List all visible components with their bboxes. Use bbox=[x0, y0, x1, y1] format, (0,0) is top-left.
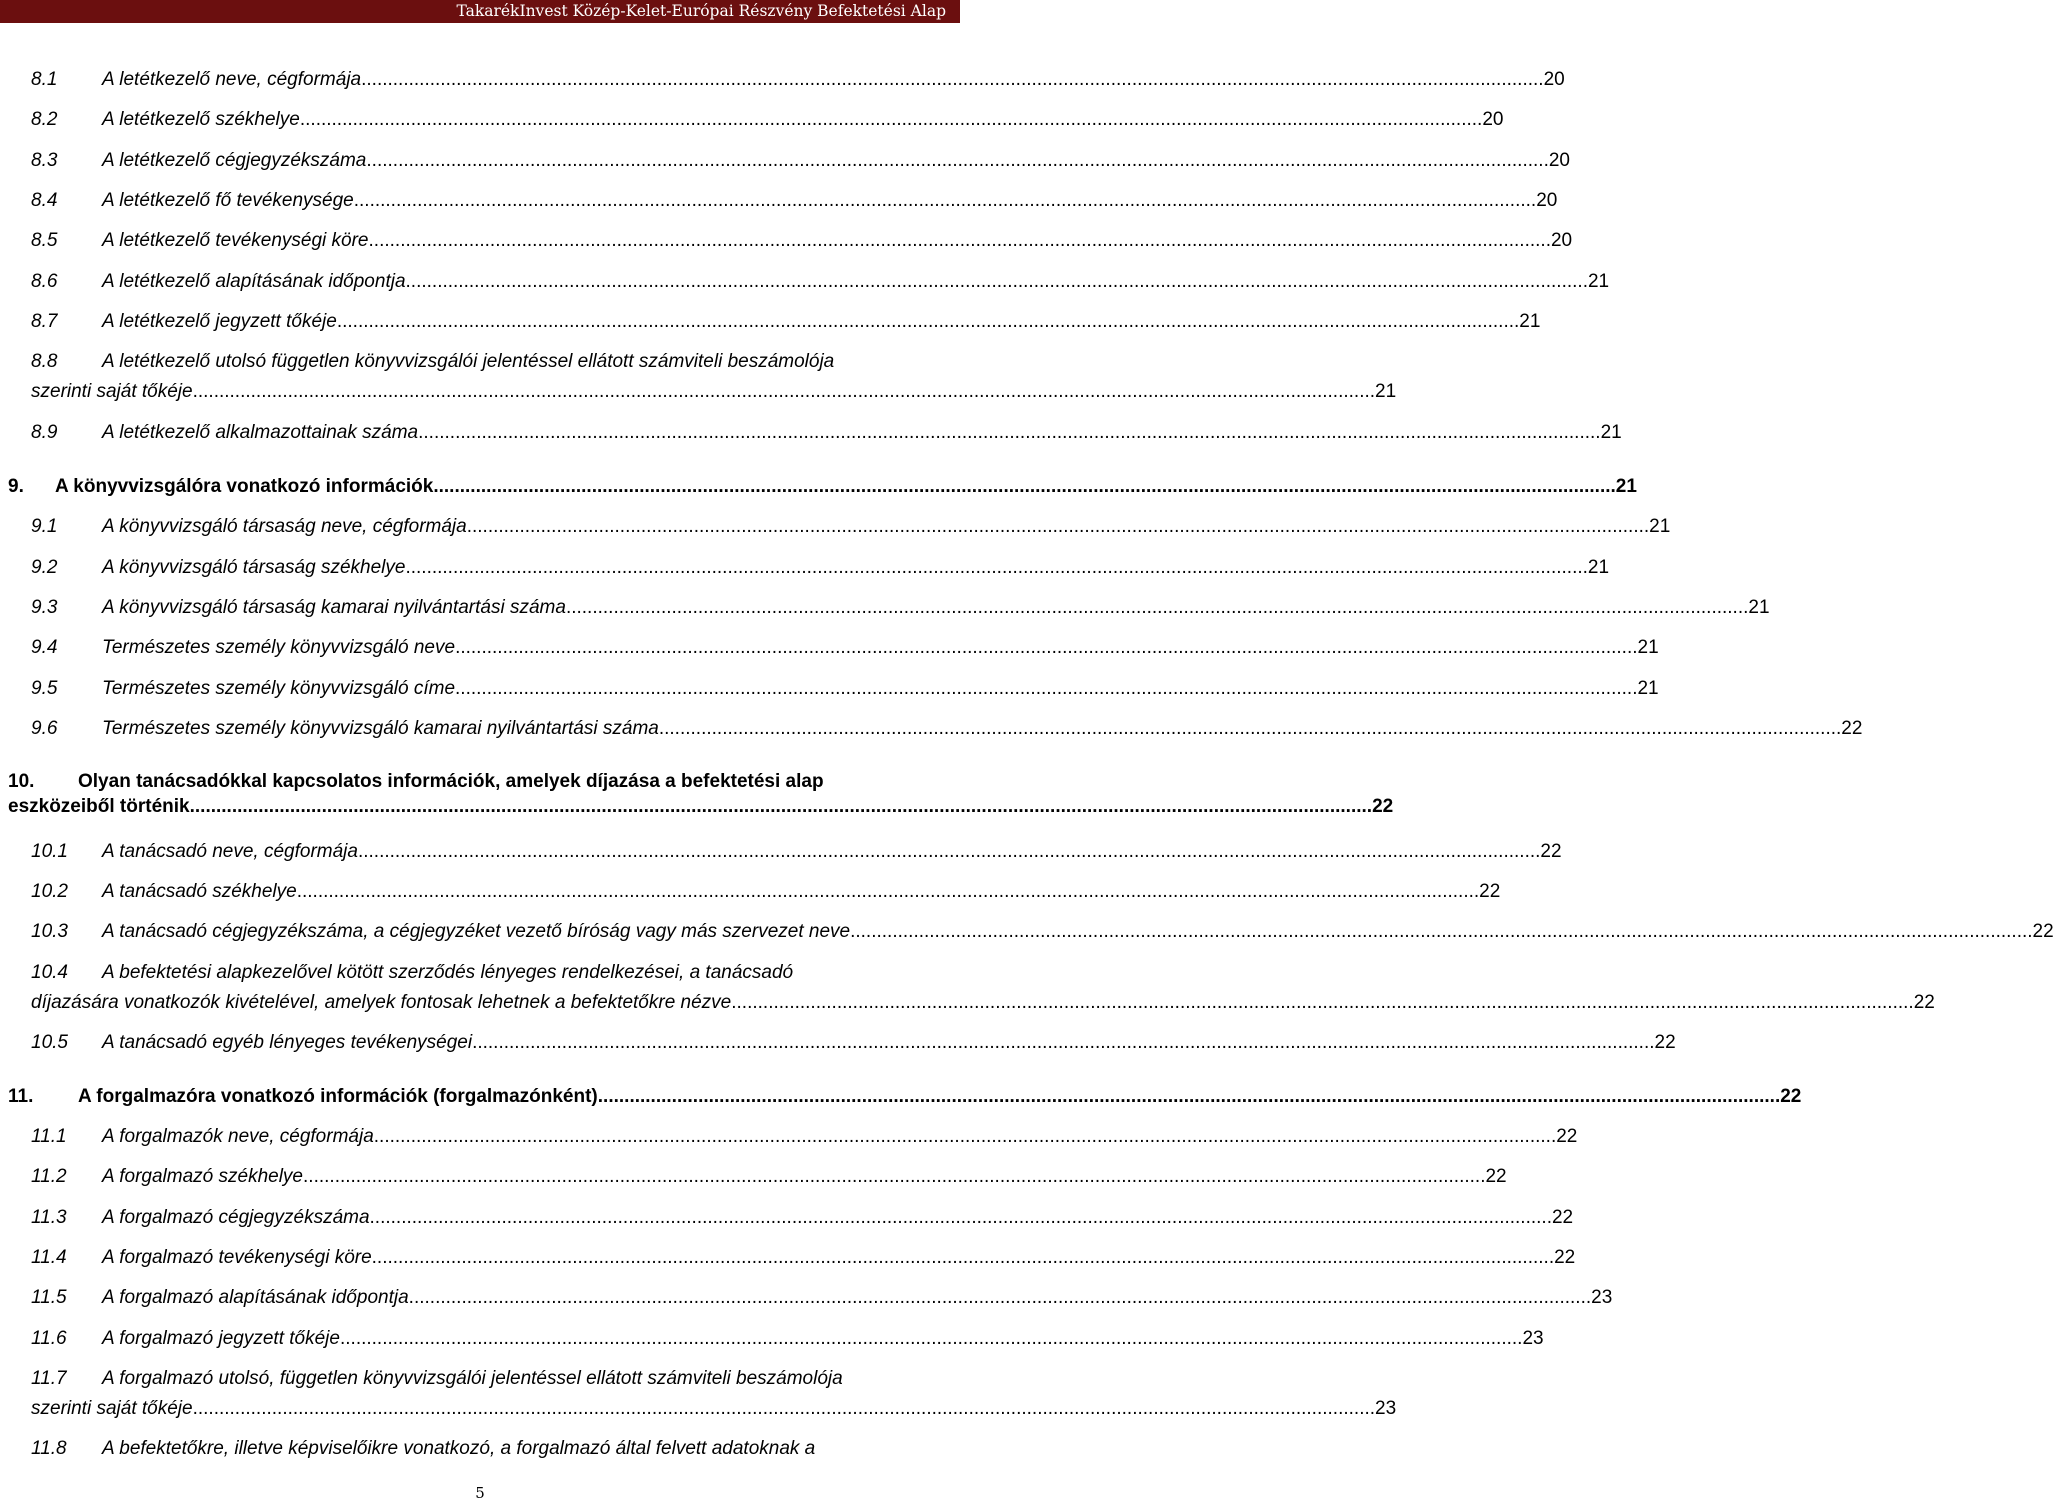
toc-entry-page: 21 bbox=[1615, 476, 1637, 497]
toc-leader-dots bbox=[455, 636, 1637, 660]
toc-entry-page: 22 bbox=[1479, 881, 1501, 902]
toc-leader-dots bbox=[433, 475, 1615, 499]
toc-entry-number: 11.1 bbox=[31, 1126, 67, 1147]
toc-entry-title: A könyvvizsgálóra vonatkozó információk bbox=[55, 476, 434, 497]
toc-entry-title: A könyvvizsgáló társaság kamarai nyilvántartási száma bbox=[102, 597, 566, 618]
toc-entry-title: A letétkezelő utolsó független könyvvizsgálói jelentéssel ellátott számviteli beszámolója bbox=[102, 351, 835, 372]
toc-leader-dots bbox=[366, 149, 1548, 173]
toc-leader-dots bbox=[354, 189, 1536, 213]
toc-entry-page: 22 bbox=[1485, 1166, 1507, 1187]
toc-entry-title: A befektetési alapkezelővel kötött szerződés lényeges rendelkezései, a tanácsadó bbox=[102, 962, 794, 983]
toc-entry-number: 11. bbox=[8, 1086, 34, 1107]
toc-entry-page: 21 bbox=[1587, 271, 1610, 292]
toc-entry-title: A letétkezelő tevékenységi köre bbox=[102, 230, 369, 251]
toc-entry-page: 21 bbox=[1748, 597, 1770, 618]
toc-entry-page: 20 bbox=[1548, 150, 1570, 171]
toc-entry-title: A forgalmazó utolsó, független könyvvizsgálói jelentéssel ellátott számviteli beszámolója bbox=[102, 1368, 843, 1389]
toc-entry-title: A forgalmazóra vonatkozó információk (forgalmazónként) bbox=[78, 1086, 598, 1107]
toc-leader-dots bbox=[405, 556, 1587, 580]
toc-entry-title: A könyvvizsgáló társaság székhelye bbox=[102, 557, 406, 578]
toc-entry-title: A tanácsadó cégjegyzékszáma, a cégjegyzéket vezető bíróság vagy más szervezet neve bbox=[102, 921, 851, 942]
toc-entry-number: 10.2 bbox=[31, 881, 68, 902]
toc-entry-number: 9.4 bbox=[31, 637, 58, 658]
toc-entry-number: 8.1 bbox=[31, 69, 58, 90]
toc-leader-dots bbox=[358, 840, 1540, 864]
toc-leader-dots bbox=[455, 677, 1637, 701]
toc-entry-number: 8.2 bbox=[31, 109, 58, 130]
toc-entry-title: A letétkezelő alkalmazottainak száma bbox=[102, 422, 419, 443]
toc-entry-title: A befektetőkre, illetve képviselőikre vonatkozó, a forgalmazó által felvett adatoknak a bbox=[102, 1438, 816, 1459]
toc-entry-title: A forgalmazók neve, cégformája bbox=[102, 1126, 374, 1147]
toc-entry-title: A tanácsadó neve, cégformája bbox=[102, 841, 358, 862]
toc-entry-title: A letétkezelő neve, cégformája bbox=[102, 69, 362, 90]
toc-entry-page: 20 bbox=[1550, 230, 1573, 251]
toc-leader-dots bbox=[193, 380, 1375, 404]
toc-entry-title-continued: díjazására vonatkozók kivételével, amelyek fontosak lehetnek a befektetőkre nézve bbox=[31, 992, 732, 1013]
toc-entry-number: 8.8 bbox=[31, 351, 58, 372]
toc-entry-number: 9.6 bbox=[31, 718, 58, 739]
toc-leader-dots bbox=[297, 880, 1479, 904]
toc-entry-page: 22 bbox=[1554, 1247, 1576, 1268]
toc-entry-page: 22 bbox=[1780, 1086, 1802, 1107]
toc-entry-number: 10.4 bbox=[31, 962, 68, 983]
toc-entry-page: 22 bbox=[1372, 796, 1394, 817]
toc-entry-title: A forgalmazó jegyzett tőkéje bbox=[102, 1328, 340, 1349]
toc-entry-page: 21 bbox=[1600, 422, 1622, 443]
toc-entry-number: 8.3 bbox=[31, 150, 58, 171]
toc-entry-page: 22 bbox=[1556, 1126, 1578, 1147]
toc-entry-number: 8.6 bbox=[31, 271, 58, 292]
toc-entry-page: 21 bbox=[1587, 557, 1610, 578]
toc-entry-title: A forgalmazó cégjegyzékszáma bbox=[102, 1207, 370, 1228]
toc-entry-page: 20 bbox=[1536, 190, 1558, 211]
toc-entry-number: 11.8 bbox=[31, 1438, 67, 1459]
toc-leader-dots bbox=[598, 1085, 1780, 1109]
toc-leader-dots bbox=[300, 108, 1482, 132]
toc-leader-dots bbox=[731, 991, 1913, 1015]
toc-entry-page: 22 bbox=[1654, 1032, 1676, 1053]
toc-entry-number: 11.7 bbox=[31, 1368, 67, 1389]
toc-entry-title: A forgalmazó székhelye bbox=[102, 1166, 304, 1187]
toc-entry-page: 21 bbox=[1637, 678, 1659, 699]
toc-entry-title-continued: szerinti saját tőkéje bbox=[31, 381, 193, 402]
toc-entry-number: 9. bbox=[8, 476, 24, 497]
toc-entry-title: A letétkezelő székhelye bbox=[102, 109, 300, 130]
toc-entry-page: 22 bbox=[2032, 921, 2054, 942]
toc-entry-title: A forgalmazó tevékenységi köre bbox=[102, 1247, 372, 1268]
toc-entry-title: A letétkezelő alapításának időpontja bbox=[102, 271, 406, 292]
toc-entry-number: 11.3 bbox=[31, 1207, 67, 1228]
toc-entry-number: 11.5 bbox=[31, 1287, 67, 1308]
toc-leader-dots bbox=[369, 229, 1551, 253]
toc-leader-dots bbox=[340, 1327, 1522, 1351]
toc-entry-title: Természetes személy könyvvizsgáló címe bbox=[102, 678, 456, 699]
toc-entry-number: 11.6 bbox=[31, 1328, 67, 1349]
toc-leader-dots bbox=[850, 920, 2032, 944]
toc-entry-number: 9.3 bbox=[31, 597, 58, 618]
toc-leader-dots bbox=[374, 1125, 1556, 1149]
toc-entry-page: 20 bbox=[1543, 69, 1565, 90]
toc-leader-dots bbox=[190, 795, 1372, 819]
toc-entry-title-continued: szerinti saját tőkéje bbox=[31, 1398, 193, 1419]
toc-leader-dots bbox=[409, 1286, 1591, 1310]
toc-entry-title-continued: eszközeiből történik bbox=[8, 796, 190, 817]
toc-entry-title: A tanácsadó székhelye bbox=[102, 881, 297, 902]
toc-entry-title: Természetes személy könyvvizsgáló neve bbox=[102, 637, 456, 658]
toc-entry-title: A letétkezelő fő tevékenysége bbox=[102, 190, 354, 211]
header-title: TakarékInvest Közép-Kelet-Európai Részvény Befektetési Alap bbox=[456, 2, 946, 20]
toc-entry-number: 11.4 bbox=[31, 1247, 67, 1268]
toc-leader-dots bbox=[193, 1397, 1375, 1421]
toc-leader-dots bbox=[659, 717, 1841, 741]
toc-entry-page: 21 bbox=[1637, 637, 1659, 658]
toc-entry-page: 23 bbox=[1591, 1287, 1613, 1308]
toc-entry-number: 8.4 bbox=[31, 190, 58, 211]
toc-entry-number: 9.5 bbox=[31, 678, 58, 699]
page-number: 5 bbox=[475, 1484, 485, 1502]
toc-leader-dots bbox=[406, 270, 1588, 294]
toc-entry-title: A tanácsadó egyéb lényeges tevékenységei bbox=[102, 1032, 473, 1053]
toc-entry-page: 22 bbox=[1841, 718, 1863, 739]
toc-entry-number: 8.5 bbox=[31, 230, 58, 251]
toc-entry-number: 8.7 bbox=[31, 311, 58, 332]
toc-entry-page: 22 bbox=[1540, 841, 1562, 862]
toc-entry-number: 8.9 bbox=[31, 422, 58, 443]
toc-leader-dots bbox=[472, 1031, 1654, 1055]
toc-entry-number: 10.1 bbox=[31, 841, 68, 862]
toc-leader-dots bbox=[303, 1165, 1485, 1189]
toc-leader-dots bbox=[467, 515, 1649, 539]
toc-entry-number: 11.2 bbox=[31, 1166, 67, 1187]
toc-leader-dots bbox=[361, 68, 1543, 92]
toc-entry-title: A forgalmazó alapításának időpontja bbox=[102, 1287, 409, 1308]
toc-leader-dots bbox=[372, 1246, 1554, 1270]
toc-entry-page: 21 bbox=[1519, 311, 1541, 332]
toc-entry-number: 10.5 bbox=[31, 1032, 68, 1053]
toc-entry-title: Olyan tanácsadókkal kapcsolatos információk, amelyek díjazása a befektetési alap bbox=[78, 771, 824, 792]
toc-entry-number: 9.2 bbox=[31, 557, 58, 578]
toc-leader-dots bbox=[370, 1206, 1552, 1230]
toc-entry-page: 23 bbox=[1522, 1328, 1544, 1349]
toc-entry-number: 9.1 bbox=[31, 516, 58, 537]
toc-entry-page: 21 bbox=[1375, 381, 1397, 402]
toc-entry-title: A könyvvizsgáló társaság neve, cégformája bbox=[102, 516, 467, 537]
toc-entry-number: 10.3 bbox=[31, 921, 68, 942]
toc-entry-title: Természetes személy könyvvizsgáló kamarai nyilvántartási száma bbox=[102, 718, 659, 739]
toc-entry-title: A letétkezelő jegyzett tőkéje bbox=[102, 311, 337, 332]
toc-leader-dots bbox=[337, 310, 1519, 334]
toc-leader-dots bbox=[566, 596, 1748, 620]
toc-entry-page: 23 bbox=[1375, 1398, 1397, 1419]
toc-leader-dots bbox=[418, 421, 1600, 445]
toc-entry-title: A letétkezelő cégjegyzékszáma bbox=[102, 150, 367, 171]
toc-entry-page: 22 bbox=[1551, 1207, 1574, 1228]
toc-entry-page: 21 bbox=[1649, 516, 1671, 537]
toc-entry-page: 20 bbox=[1482, 109, 1504, 130]
toc-entry-page: 22 bbox=[1913, 992, 1935, 1013]
toc-entry-number: 10. bbox=[8, 771, 35, 792]
